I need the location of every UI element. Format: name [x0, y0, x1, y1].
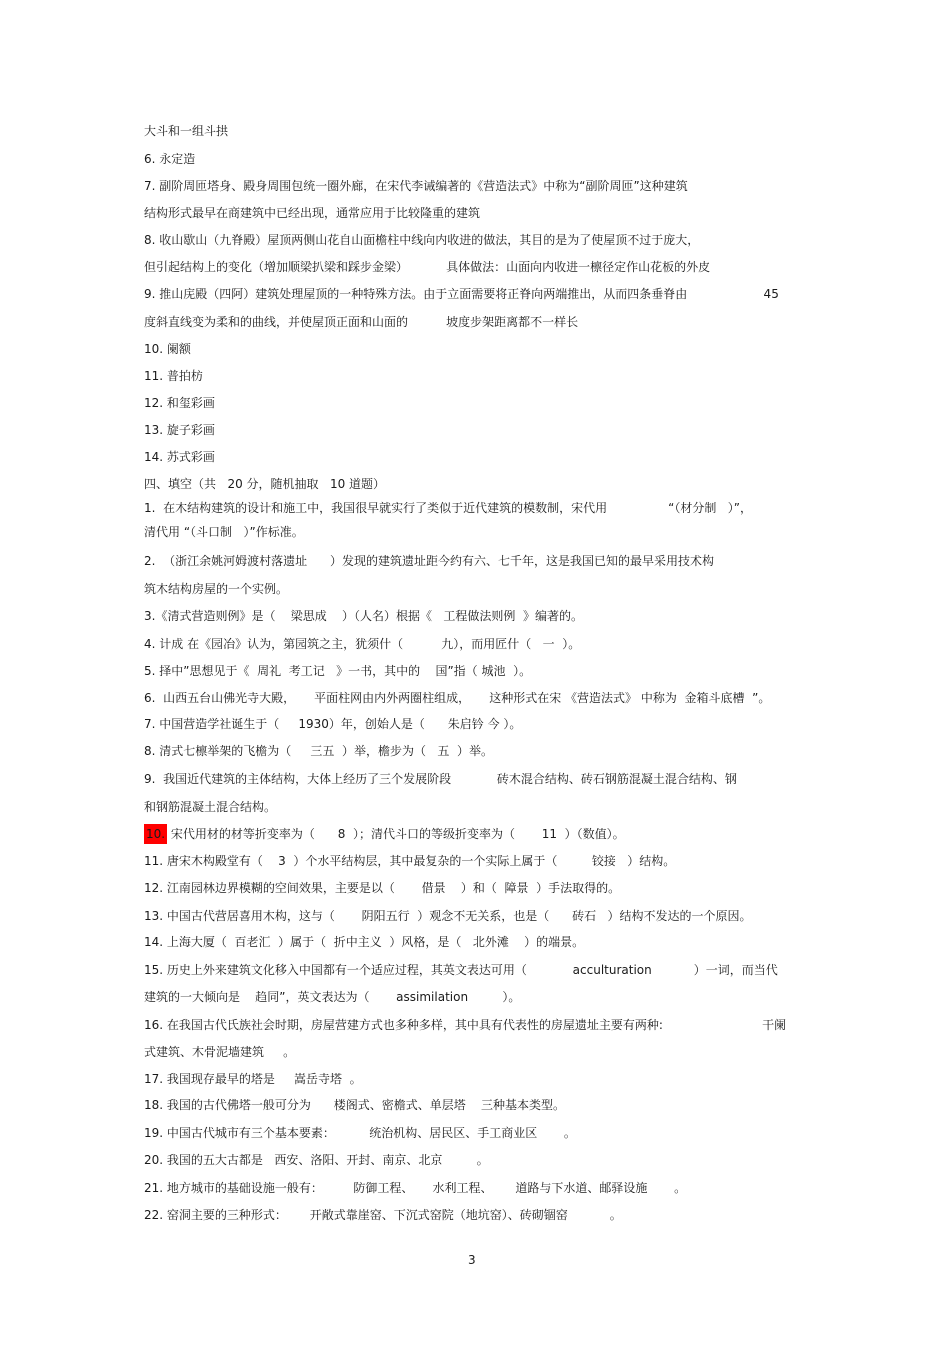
- text-line: 16. 在我国古代氏族社会时期，房屋营建方式也多种多样，其中具有代表性的房屋遗址主要有两种: 干阑: [144, 1018, 787, 1032]
- text-line: 6. 永定造: [144, 152, 196, 166]
- section-heading: 四、填空（共 20 分，随机抽取 10 道题）: [144, 477, 386, 491]
- text-line: 3.《清式营造则例》是（ 梁思成 ）（人名）根据《 工程做法则例 》编著的。: [144, 609, 584, 623]
- text-line: 20. 我国的五大古都是 西安、洛阳、开封、南京、北京 。: [144, 1153, 489, 1167]
- text-line: 和钢筋混凝土混合结构。: [144, 800, 277, 814]
- text-line: 筑木结构房屋的一个实例。: [144, 582, 289, 596]
- text-line: 13. 旋子彩画: [144, 423, 215, 437]
- text-line: 7. 中国营造学社诞生于（ 1930）年，创始人是（ 朱启钤 今 ）。: [144, 717, 522, 731]
- text-line: 11. 普拍枋: [144, 369, 203, 383]
- text-line: 1. 在木结构建筑的设计和施工中，我国很早就实行了类似于近代建筑的模数制，宋代用 “（材分制 ）”，: [144, 501, 752, 515]
- text-line-item-10: [144, 827, 625, 841]
- text-line: 12. 和玺彩画: [144, 396, 215, 410]
- text-line: 12. 江南园林边界模糊的空间效果，主要是以（ 借景 ）和（ 障景 ）手法取得的。: [144, 881, 621, 895]
- text-line: 7. 副阶周匝塔身、殿身周围包统一圈外廊，在宋代李诫编著的《营造法式》中称为“副阶周匝”这种建筑: [144, 179, 688, 193]
- text-line: 14. 上海大厦（ 百老汇 ）属于（ 折中主义 ）风格，是（ 北外滩 ）的端景。: [144, 935, 585, 949]
- text-line: 结构形式最早在商建筑中已经出现，通常应用于比较隆重的建筑: [144, 206, 481, 220]
- text-line: 18. 我国的古代佛塔一般可分为 楼阁式、密檐式、单层塔 三种基本类型。: [144, 1098, 566, 1112]
- text-line: 10. 阑额: [144, 342, 191, 356]
- text-line: 13. 中国古代营居喜用木构，这与（ 阴阳五行 ）观念不无关系，也是（ 砖石 ）结构不发达的一个原因。: [144, 909, 752, 923]
- text-line: 大斗和一组斗拱: [144, 124, 229, 138]
- text-line: 8. 清式七檩举架的飞檐为（ 三五 ）举，檐步为（ 五 ）举。: [144, 744, 494, 758]
- text-line: 14. 苏式彩画: [144, 450, 215, 464]
- text-line: 9. 我国近代建筑的主体结构，大体上经历了三个发展阶段 砖木混合结构、砖石钢筋混凝土混合结构、钢: [144, 772, 737, 786]
- text-line: 但引起结构上的变化（增加顺梁扒梁和踩步金梁） 具体做法：山面向内收进一檩径定作山花板的外皮: [144, 260, 711, 274]
- page-number: 3: [468, 1253, 476, 1267]
- text-line: 8. 收山歇山（九脊殿）屋顶两侧山花自山面檐柱中线向内收进的做法，其目的是为了使屋顶不过于庞大，: [144, 233, 700, 247]
- text-line: 5. 择中”思想见于《 周礼 考工记 》一书，其中的 国”指（ 城池 ）。: [144, 664, 532, 678]
- text-line: 4. 计成 在《园冶》认为，第园筑之主，犹须什（ 九），而用匠什（ 一 ）。: [144, 637, 581, 651]
- text-line: 6. 山西五台山佛光寺大殿， 平面柱网由内外两圈柱组成， 这种形式在宋 《营造法式》 中称为 金箱斗底槽 ”。: [144, 691, 771, 705]
- text-line: 建筑的一大倾向是 趋同”，英文表达为（ assimilation ）。: [144, 990, 521, 1004]
- text-line: 15. 历史上外来建筑文化移入中国都有一个适应过程，其英文表达可用（ acculturation ）一词，而当代: [144, 963, 778, 977]
- text-line: 清代用 “（斗口制 ）”作标准。: [144, 525, 304, 539]
- text-line: 21. 地方城市的基础设施一般有： 防御工程、 水利工程、 道路与下水道、邮驿设施 。: [144, 1181, 687, 1195]
- text-line: 9. 推山庑殿（四阿）建筑处理屋顶的一种特殊方法。由于立面需要将正脊向两端推出，从而四条垂脊由 45: [144, 287, 779, 301]
- text-line: 22. 窑洞主要的三种形式： 开敞式靠崖窑、下沉式窑院（地坑窑）、砖砌锢窑 。: [144, 1208, 622, 1222]
- text-line: 2. （浙江余姚河姆渡村落遗址 ）发现的建筑遗址距今约有六、七千年，这是我国已知的最早采用技术构: [144, 554, 714, 568]
- text-line: 11. 唐宋木构殿堂有（ 3 ）个水平结构层，其中最复杂的一个实际上属于（ 铰接 ）结构。: [144, 854, 676, 868]
- highlight-mark: 10.: [144, 824, 167, 844]
- text-line: 度斜直线变为柔和的曲线，并使屋顶正面和山面的 坡度步架距离都不一样长: [144, 315, 579, 329]
- item-10-text: 宋代用材的材等折变率为（ 8 ）；清代斗口的等级折变率为（ 11 ）（数值）。: [167, 827, 625, 841]
- text-line: 17. 我国现存最早的塔是 嵩岳寺塔 。: [144, 1072, 362, 1086]
- text-line: 式建筑、木骨泥墙建筑 。: [144, 1045, 296, 1059]
- text-line: 19. 中国古代城市有三个基本要素： 统治机构、居民区、手工商业区 。: [144, 1126, 576, 1140]
